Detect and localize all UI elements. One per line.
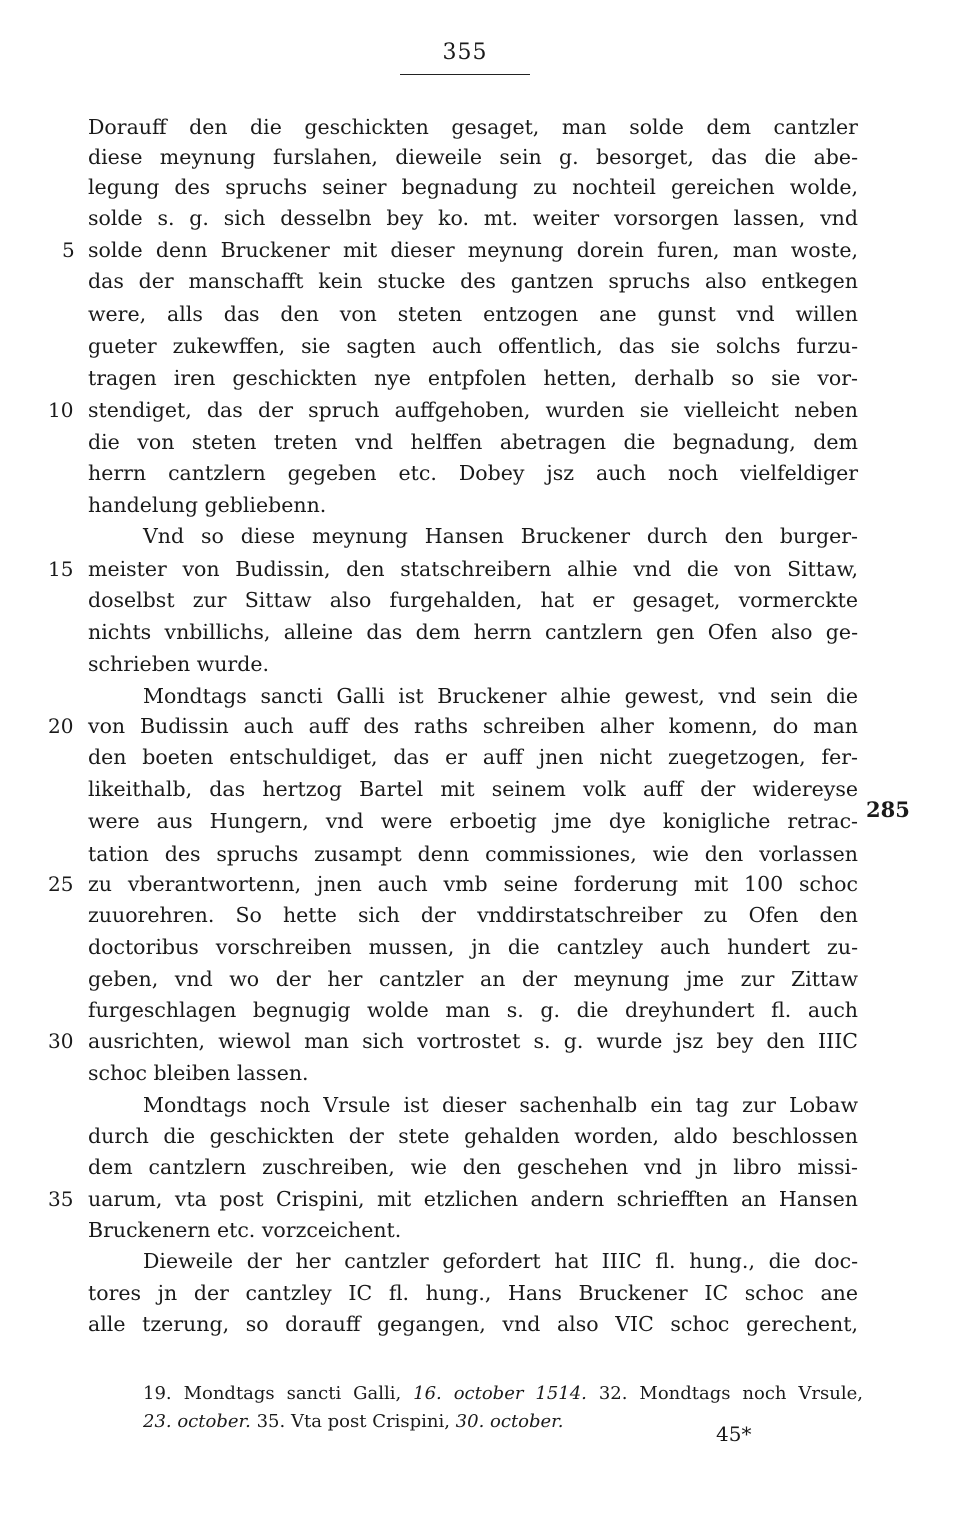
signature-mark: 45* <box>716 1422 752 1446</box>
text-line: nichts vnbillichs, alleine das dem herrn cantzlern gen Ofen also ge- <box>88 620 858 644</box>
text-line: Bruckenern etc. vorzceichent. <box>88 1218 402 1242</box>
text-line: Dorauff den die geschickten gesaget, man solde dem cantzler <box>88 115 858 139</box>
text-line: Dieweile der her cantzler gefordert hat IIIC fl. hung., die doc- <box>143 1249 858 1273</box>
line-number: 35 <box>48 1187 74 1211</box>
text-line: diese meynung furslahen, dieweile sein g. besorget, das die abe- <box>88 145 858 169</box>
footnote-text: Mondtags sancti Galli, <box>183 1383 402 1404</box>
footnote-text: Mondtags noch Vrsule, <box>639 1383 863 1404</box>
text-line: furgeschlagen begnugig wolde man s. g. die dreyhundert fl. auch <box>88 998 858 1022</box>
text-line: likeithalb, das hertzog Bartel mit seinem volk auff der widereyse <box>88 777 858 801</box>
footnote-number: 35. <box>256 1411 286 1432</box>
text-line: uarum, vta post Crispini, mit etzlichen andern schriefften an Hansen <box>88 1187 858 1211</box>
text-line: meister von Budissin, den statschreibern alhie vnd die von Sittaw, <box>88 557 858 581</box>
text-line: stendiget, das der spruch auffgehoben, wurden sie vielleicht neben <box>88 398 858 422</box>
footnote-date: 30. october. <box>455 1411 564 1432</box>
text-line: die von steten treten vnd helffen abetragen die begnadung, dem <box>88 430 858 454</box>
footnote-text: Vta post Crispini, <box>290 1411 450 1432</box>
footnote-line <box>143 1408 863 1436</box>
text-line: legung des spruchs seiner begnadung zu nochteil gereichen wolde, <box>88 175 858 199</box>
line-number: 15 <box>48 557 74 581</box>
text-line: durch die geschickten der stete gehalden worden, aldo beschlossen <box>88 1124 858 1148</box>
line-number: 5 <box>62 238 75 262</box>
text-line: Mondtags noch Vrsule ist dieser sachenhalb ein tag zur Lobaw <box>143 1093 858 1117</box>
text-line: von Budissin auch auff des raths schreiben alher komenn, do man <box>88 714 858 738</box>
footnote-line <box>143 1380 863 1408</box>
text-line: zu vberantwortenn, jnen auch vmb seine forderung mit 100 schoc <box>88 872 858 896</box>
text-line: solde s. g. sich desselbn bey ko. mt. weiter vorsorgen lassen, vnd <box>88 206 858 230</box>
footnote-number: 19. <box>143 1383 172 1404</box>
footnote-date: 16. october 1514. <box>413 1383 587 1404</box>
line-number: 30 <box>48 1029 74 1053</box>
text-line: doselbst zur Sittaw also furgehalden, hat er gesaget, vormerckte <box>88 588 858 612</box>
text-line: handelung gebliebenn. <box>88 493 327 517</box>
footnote-number: 32. <box>598 1383 628 1404</box>
text-line: herrn cantzlern gegeben etc. Dobey jsz auch noch vielfeldiger <box>88 461 858 485</box>
footnote-date: 23. october. <box>143 1411 251 1432</box>
text-line: tores jn der cantzley IC fl. hung., Hans Bruckener IC schoc ane <box>88 1281 858 1305</box>
line-number: 25 <box>48 872 74 896</box>
line-number: 10 <box>48 398 74 422</box>
text-line: Mondtags sancti Galli ist Bruckener alhie gewest, vnd sein die <box>143 684 858 708</box>
text-line: were aus Hungern, vnd were erboetig jme dye konigliche retrac- <box>88 809 858 833</box>
text-line: tation des spruchs zusampt denn commissiones, wie den vorlassen <box>88 842 858 866</box>
text-line: ausrichten, wiewol man sich vortrostet s. g. wurde jsz bey den IIIC <box>88 1029 858 1053</box>
text-line: dem cantzlern zuschreiben, wie den geschehen vnd jn libro missi- <box>88 1155 858 1179</box>
text-line: schrieben wurde. <box>88 652 269 676</box>
text-line: tragen iren geschickten nye entpfolen hetten, derhalb so sie vor- <box>88 366 858 390</box>
header-rule <box>400 74 530 75</box>
text-line: das der manschafft kein stucke des gantzen spruchs also entkegen <box>88 269 858 293</box>
text-line: zuuorehren. So hette sich der vnddirstatschreiber zu Ofen den <box>88 903 858 927</box>
text-line: Vnd so diese meynung Hansen Bruckener durch den burger- <box>143 524 858 548</box>
text-line: den boeten entschuldiget, das er auff jnen nicht zuegetzogen, fer- <box>88 745 858 769</box>
text-line: schoc bleiben lassen. <box>88 1061 309 1085</box>
text-line: doctoribus vorschreiben mussen, jn die cantzley auch hundert zu- <box>88 935 858 959</box>
margin-page-reference: 285 <box>866 797 910 822</box>
text-line: solde denn Bruckener mit dieser meynung dorein furen, man woste, <box>88 238 858 262</box>
text-line: gueter zukewffen, sie sagten auch offentlich, das sie solchs furzu- <box>88 334 858 358</box>
text-line: alle tzerung, so dorauff gegangen, vnd also VIC schoc gerechent, <box>88 1312 858 1336</box>
line-number: 20 <box>48 714 74 738</box>
page-number: 355 <box>442 40 488 65</box>
text-line: geben, vnd wo der her cantzler an der meynung jme zur Zittaw <box>88 967 858 991</box>
text-line: were, alls das den von steten entzogen ane gunst vnd willen <box>88 302 858 326</box>
